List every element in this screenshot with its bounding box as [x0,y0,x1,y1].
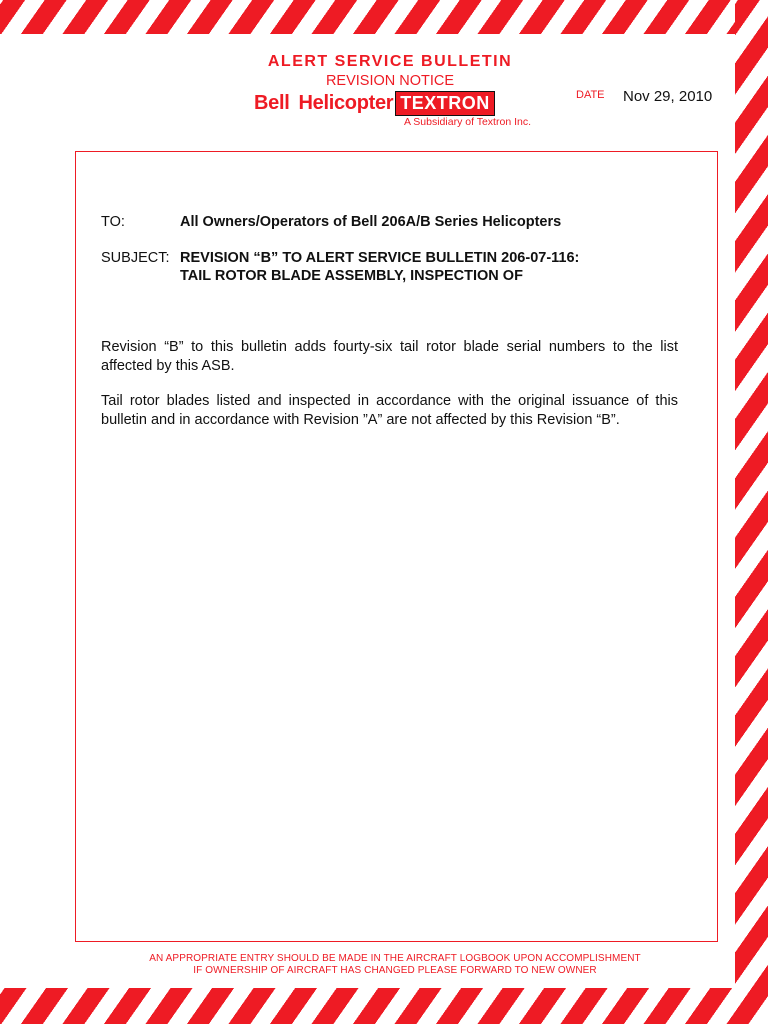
subject-label: SUBJECT: [101,250,170,266]
striped-border-top [0,0,768,34]
logo-tagline: A Subsidiary of Textron Inc. [403,116,531,128]
logo-textron-text: TEXTRON [395,91,495,116]
logo-bell-text: Bell [254,91,290,114]
footer-notice-1: AN APPROPRIATE ENTRY SHOULD BE MADE IN THE AIRCRAFT LOGBOOK UPON ACCOMPLISHMENT [149,953,641,964]
footer-notice-2: IF OWNERSHIP OF AIRCRAFT HAS CHANGED PLEASE FORWARD TO NEW OWNER [193,965,597,976]
body-paragraph-1: Revision “B” to this bulletin adds fourty-six tail rotor blade serial numbers to the list affected by this ASB. [101,339,678,374]
date-value: Nov 29, 2010 [623,88,713,105]
body-paragraph-2: Tail rotor blades listed and inspected in accordance with the original issuance of this bulletin and in accordance with Revision ”A” are not affected by this Revision “B”. [101,393,678,428]
to-label: TO: [101,214,125,230]
subject-line-1: REVISION “B” TO ALERT SERVICE BULLETIN 206-07-116: [180,250,580,266]
logo-helicopter-text: Helicopter [298,91,394,114]
date-label: DATE [576,89,605,101]
striped-border-right [735,0,768,1024]
subject-line-2: TAIL ROTOR BLADE ASSEMBLY, INSPECTION OF [180,268,523,284]
striped-border-bottom [0,988,768,1024]
bulletin-subtitle: REVISION NOTICE [325,73,455,89]
company-logo [254,90,532,116]
to-value: All Owners/Operators of Bell 206A/B Series Helicopters [180,214,562,230]
bulletin-title: ALERT SERVICE BULLETIN [267,53,513,70]
